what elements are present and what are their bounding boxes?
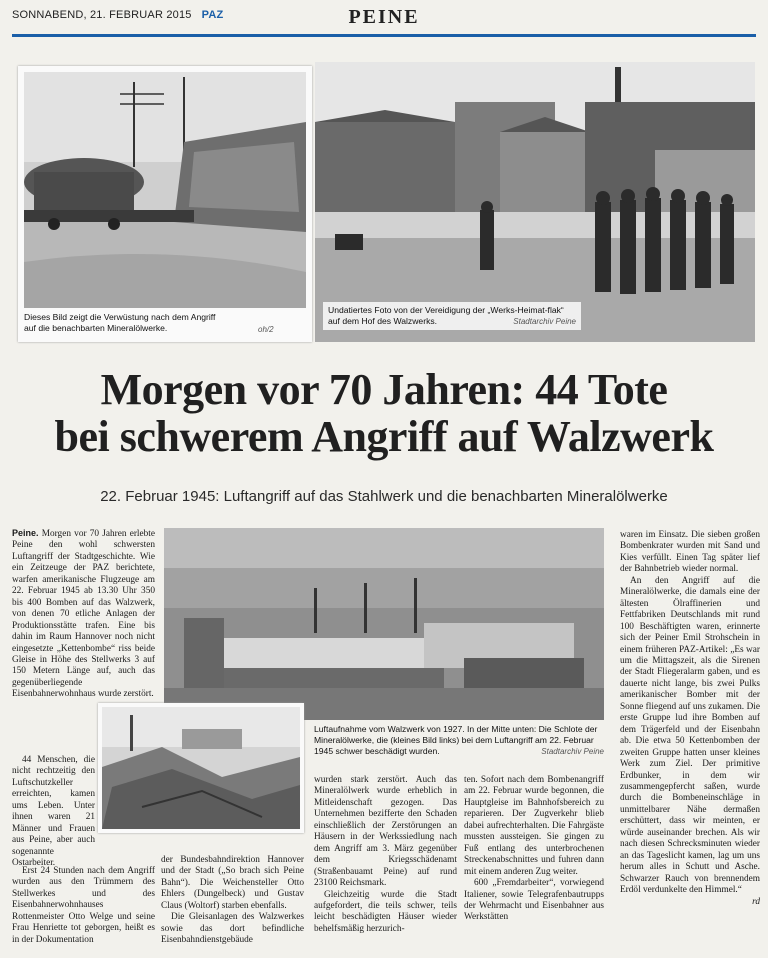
photo-destruction <box>24 72 306 308</box>
article-text: Morgen vor 70 Jahren erlebte Peine den wohl schwersten Luftangriff der Stadtgeschichte. Wie ein Zeitzeuge der PAZ berichtete, warfen amerikanische Flugzeuge am 22. Februar 1945 ab 13.30 Uhr 350 bis 400 Bomben auf das Walzwerk, von denen 70 etliche Anlagen der Produktionsstätte trafen. Eine bis dahin im Raum Hannover noch nicht eingesetzte „Kettenbombe“ riss beide Gleise in Höhe des Stellwerks 3 auf 150 Metern Länge auf, auch das gegenüberliegende Eisenbahnerwohnhaus wurde zerstört. <box>12 529 155 700</box>
photo-aerial <box>164 528 604 720</box>
article-text: 600 „Fremdarbeiter“, vorwiegend Italiener, sowie Telegrafenbautrupps der Wehrmacht und Eisenbahner aus Werkstätten <box>464 878 604 923</box>
credit-text: oh/2 <box>258 325 274 334</box>
article-text: ten. Sofort nach dem Bombenangriff am 22. Februar wurde begonnen, die Hauptgleise im Bahnhofsbereich zu reparieren. Der Zugverkehr blieb dabei aufrechterhalten. Die Fahrgäste mussten aussteigen. Sie gingen zu Fuß entlang des unterbrochenen Streckenabschnittes und fuhren dann mit einem anderen Zug weiter. <box>464 775 604 877</box>
article-column-1-mid <box>12 755 95 870</box>
credit-text: Stadtarchiv Peine <box>513 317 576 326</box>
header-rule <box>12 34 756 37</box>
article-text: 44 Menschen, die nicht rechtzeitig den Luftschutzkeller erreichten, kamen ums Leben. Unter ihnen waren 21 Männer und Frauen aus Peine, aber auch sogenannte Ostarbeiter. <box>12 755 95 869</box>
photo-parade-caption-box <box>323 302 581 330</box>
article-column-2 <box>161 855 304 947</box>
article-column-4 <box>464 775 604 924</box>
caption-text: Undatiertes Foto von der Vereidigung der „Werks-Heimat-flak“ auf dem Hof des Walzwerks. <box>328 305 564 326</box>
section-title: PEINE <box>348 6 420 28</box>
article-text: wurden stark zerstört. Auch das Mineralölwerk wurde erheblich in Mitleidenschaft gezogen. Das Unternehmen bezifferte den Schaden einschließlich der Zerstörungen an Häusern in der Werkssiedlung nach dem Angriff am 3. März gegenüber dem Kriegsschädenamt (Straßenbauamt Peine) auf rund 23100 Reichsmark. <box>314 775 457 889</box>
dateline: Peine. <box>12 528 39 538</box>
photo-ruins <box>102 707 300 829</box>
author-initials: rd <box>752 896 760 907</box>
article-column-1-bot <box>12 866 155 946</box>
credit-text: Stadtarchiv Peine <box>541 747 604 756</box>
brand-label: PAZ <box>201 9 224 21</box>
headline-line-1: Morgen vor 70 Jahren: 44 Tote <box>100 365 668 414</box>
issue-date-text: SONNABEND, 21. FEBRUAR 2015 <box>12 9 192 21</box>
photo-parade <box>315 62 755 342</box>
photo-destruction-credit <box>258 324 274 335</box>
article-text: Erst 24 Stunden nach dem Angriff wurden aus den Trümmern des Stellwerkes und des Eisenbahnerwohnhauses Rottenmeister Otto Welge und seine Frau Henriette tot geborgen, heißt es in der Dokumentation <box>12 866 155 945</box>
photo-destruction-frame <box>18 66 312 342</box>
article-text: An den Angriff auf die Mineralölwerke, die damals eine der ältesten Ölraffinerien und Fettfabriken Deutschlands mit rund 100 Beschäftigten waren, erinnerte sich der Peiner Emil Strohschein in einem früheren PAZ-Artikel: „Es war um die Mittagszeit, als die Sirenen der Stadt Fliegeralarm gaben, und es dauerte nicht lange, bis zwei Pulks amerikanischer Bomber mit der Sonne fliegend auf uns zukamen. Die erste Gruppe lud ihre Bomben auf dem Trägerfeld und der Eisenbahn ab. Die etwa 50 Kettenbomben der zweiten Gruppe hatten unser kleines Werk zum Ziel. Der primitive Erdbunker, in dem wir zusammengepfercht saßen, wurde durch die Bombeneinschläge in unmittelbarer Nähe dermaßen erschüttert, dass wir meinten, er würde auseinander brechen. Als wir nach diesen Schrecksminuten wieder an das Tageslicht kamen, lag um uns herum alles in Schutt und Asche. Schwarzer Rauch von brennendem Erdöl verdunkelte den Himmel.“ <box>620 575 760 896</box>
article-text: der Bundesbahndirektion Hannover und der Stadt („So brach sich Peine Bahn“). Die Weichensteller Otto Ehlers (Dungelbeck) und Gustav Claus (Woltorf) starben ebenfalls. <box>161 855 304 911</box>
article-column-3 <box>314 775 457 935</box>
subheadline: 22. Februar 1945: Luftangriff auf das Stahlwerk und die benachbarten Mineralölwerke <box>100 488 668 505</box>
photo-aerial-caption <box>314 724 604 757</box>
caption-text: Luftaufnahme vom Walzwerk von 1927. In der Mitte unten: Die Schlote der Mineralölwerke, die (kleines Bild links) bei dem Luftangriff am 22. Februar 1945 schwer beschädigt wurden. <box>314 724 598 756</box>
photo-destruction-caption <box>24 312 224 334</box>
caption-text: Dieses Bild zeigt die Verwüstung nach dem Angriff auf die benachbarten Mineralölwerke. <box>24 312 216 333</box>
article-text: Die Gleisanlagen des Walzwerkes sowie das dort befindliche Eisenbahndienstgebäude <box>161 912 304 946</box>
article-column-5 <box>620 530 760 908</box>
article-column-1-top <box>12 528 155 701</box>
article-text: waren im Einsatz. Die sieben großen Bombenkrater wurden mit Sand und Kies verfüllt. Einen Tag später lief der Bahnbetrieb wieder normal. <box>620 530 760 575</box>
article-text: Gleichzeitig wurde die Stadt aufgefordert, die teils schwer, teils leicht beschädigten Häuser wieder behelfsmäßig herzurich- <box>314 889 457 934</box>
photo-ruins-frame <box>98 703 304 833</box>
headline-line-2: bei schwerem Angriff auf Walzwerk <box>54 412 714 461</box>
headline <box>20 366 748 460</box>
